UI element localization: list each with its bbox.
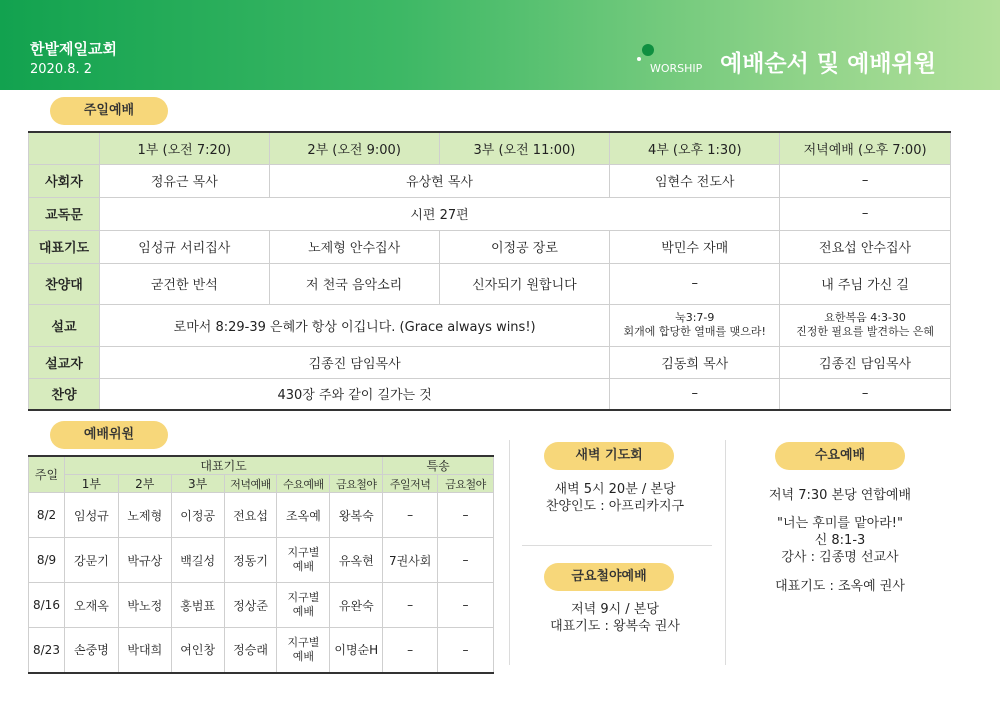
table-cell: 430장 주와 같이 길가는 것 bbox=[99, 378, 609, 410]
table-cell: 지구별 예배 bbox=[277, 583, 330, 628]
special-song-header: 특송 bbox=[383, 456, 494, 475]
table-cell: 여인창 bbox=[171, 628, 224, 673]
row-header: 설교 bbox=[29, 304, 100, 346]
table-cell: 손중명 bbox=[64, 628, 118, 673]
sub-header: 2부 bbox=[118, 475, 171, 493]
church-name: 한밭제일교회 bbox=[30, 40, 117, 58]
table-cell: – bbox=[438, 538, 494, 583]
friday-vigil-prayer: 대표기도 : 왕복숙 권사 bbox=[550, 619, 680, 634]
table-cell: 김종진 담임목사 bbox=[780, 346, 951, 378]
date-cell: 8/2 bbox=[29, 493, 65, 538]
sermon-title: 회개에 합당한 열매를 맺으라! bbox=[623, 325, 766, 338]
dawn-prayer-time: 새벽 5시 20분 / 본당 bbox=[554, 482, 676, 497]
committee-pill: 예배위원 bbox=[50, 421, 168, 449]
table-cell: 유완숙 bbox=[330, 583, 383, 628]
sunday-schedule-table bbox=[28, 131, 951, 411]
sub-header: 금요철야 bbox=[330, 475, 383, 493]
section-divider bbox=[509, 440, 510, 665]
table-cell: 이정공 bbox=[171, 493, 224, 538]
table-cell: 조옥예 bbox=[277, 493, 330, 538]
friday-vigil-pill: 금요철야예배 bbox=[544, 563, 674, 591]
sermon-reference: 요한복음 4:3-30 bbox=[824, 311, 906, 324]
sermon-title: 진정한 필요를 발견하는 은혜 bbox=[796, 325, 935, 338]
table-cell: 이명순H bbox=[330, 628, 383, 673]
row-header: 찬양 bbox=[29, 378, 100, 410]
table-cell: 내 주님 가신 길 bbox=[780, 263, 951, 304]
table-cell: 굳건한 반석 bbox=[99, 263, 269, 304]
row-header: 대표기도 bbox=[29, 230, 100, 263]
table-cell: – bbox=[780, 197, 951, 230]
table-cell: 오재옥 bbox=[64, 583, 118, 628]
table-cell: 정승래 bbox=[224, 628, 277, 673]
table-cell: – bbox=[438, 493, 494, 538]
column-header: 3부 (오전 11:00) bbox=[439, 132, 610, 164]
row-header: 교독문 bbox=[29, 197, 100, 230]
table-cell: 임성규 서리집사 bbox=[99, 230, 269, 263]
table-cell: – bbox=[610, 263, 780, 304]
table-cell: – bbox=[780, 164, 951, 197]
wednesday-speaker: 강사 : 김종명 선교사 bbox=[781, 550, 899, 565]
table-cell: 유상현 목사 bbox=[269, 164, 610, 197]
table-cell: 임성규 bbox=[64, 493, 118, 538]
table-cell: 로마서 8:29-39 은혜가 항상 이깁니다. (Grace always wins!) bbox=[99, 304, 609, 346]
table-cell: 박민수 자매 bbox=[610, 230, 780, 263]
table-cell: 시편 27편 bbox=[99, 197, 779, 230]
sermon-cell bbox=[780, 304, 951, 346]
table-cell: 지구별 예배 bbox=[277, 628, 330, 673]
table-cell: 왕복숙 bbox=[330, 493, 383, 538]
table-cell: – bbox=[780, 378, 951, 410]
date-cell: 8/23 bbox=[29, 628, 65, 673]
friday-vigil-time: 저녁 9시 / 본당 bbox=[571, 602, 659, 617]
table-cell: 노제형 bbox=[118, 493, 171, 538]
table-cell: 박규상 bbox=[118, 538, 171, 583]
table-cell: 백길성 bbox=[171, 538, 224, 583]
table-cell: 김동희 목사 bbox=[610, 346, 780, 378]
sub-header: 저녁예배 bbox=[224, 475, 277, 493]
sub-header: 주일저녁 bbox=[383, 475, 438, 493]
week-header: 주일 bbox=[29, 456, 65, 493]
column-header: 4부 (오후 1:30) bbox=[610, 132, 780, 164]
table-cell: 정동기 bbox=[224, 538, 277, 583]
dot-icon bbox=[642, 44, 654, 56]
sub-header: 3부 bbox=[171, 475, 224, 493]
wednesday-worship-pill: 수요예배 bbox=[775, 442, 905, 470]
row-header: 설교자 bbox=[29, 346, 100, 378]
table-cell: – bbox=[438, 583, 494, 628]
table-cell: – bbox=[383, 583, 438, 628]
table-cell: 저 천국 음악소리 bbox=[269, 263, 439, 304]
section-divider bbox=[725, 440, 726, 665]
table-cell: 임현수 전도사 bbox=[610, 164, 780, 197]
sermon-reference: 눅3:7-9 bbox=[675, 311, 715, 324]
sunday-worship-pill: 주일예배 bbox=[50, 97, 168, 125]
table-cell: 신자되기 원합니다 bbox=[439, 263, 610, 304]
page-title: 예배순서 및 예배위원 bbox=[720, 51, 936, 77]
table-cell: 유옥현 bbox=[330, 538, 383, 583]
committee-table bbox=[28, 455, 494, 674]
row-header: 사회자 bbox=[29, 164, 100, 197]
table-cell: 강문기 bbox=[64, 538, 118, 583]
sub-header: 수요예배 bbox=[277, 475, 330, 493]
dawn-prayer-leader: 찬양인도 : 아프리카지구 bbox=[545, 499, 685, 514]
table-corner bbox=[29, 132, 100, 164]
table-cell: – bbox=[438, 628, 494, 673]
table-cell: 박노정 bbox=[118, 583, 171, 628]
table-cell: 7권사회 bbox=[383, 538, 438, 583]
table-cell: 노제형 안수집사 bbox=[269, 230, 439, 263]
wednesday-time: 저녁 7:30 본당 연합예배 bbox=[768, 488, 912, 503]
column-header: 2부 (오전 9:00) bbox=[269, 132, 439, 164]
table-cell: 박대희 bbox=[118, 628, 171, 673]
bulletin-date: 2020.8. 2 bbox=[30, 62, 93, 77]
prayer-header: 대표기도 bbox=[64, 456, 382, 475]
column-header: 저녁예배 (오후 7:00) bbox=[780, 132, 951, 164]
wednesday-sermon-reference: 신 8:1-3 bbox=[814, 533, 866, 548]
table-cell: 김종진 담임목사 bbox=[99, 346, 609, 378]
table-cell: – bbox=[383, 493, 438, 538]
table-cell: 지구별 예배 bbox=[277, 538, 330, 583]
sub-header: 금요철야 bbox=[438, 475, 494, 493]
table-cell: 이정공 장로 bbox=[439, 230, 610, 263]
date-cell: 8/9 bbox=[29, 538, 65, 583]
sermon-cell bbox=[610, 304, 780, 346]
table-cell: 정상준 bbox=[224, 583, 277, 628]
table-cell: 전요섭 안수집사 bbox=[780, 230, 951, 263]
table-cell: 홍범표 bbox=[171, 583, 224, 628]
section-divider bbox=[522, 545, 712, 546]
table-cell: – bbox=[610, 378, 780, 410]
dawn-prayer-pill: 새벽 기도회 bbox=[544, 442, 674, 470]
row-header: 찬양대 bbox=[29, 263, 100, 304]
sub-header: 1부 bbox=[64, 475, 118, 493]
wednesday-prayer: 대표기도 : 조옥예 권사 bbox=[775, 579, 905, 594]
dot-small-icon bbox=[637, 57, 641, 61]
worship-tag: WORSHIP bbox=[650, 62, 703, 75]
column-header: 1부 (오전 7:20) bbox=[99, 132, 269, 164]
page-header bbox=[0, 0, 1000, 90]
date-cell: 8/16 bbox=[29, 583, 65, 628]
table-cell: – bbox=[383, 628, 438, 673]
table-cell: 정유근 목사 bbox=[99, 164, 269, 197]
wednesday-sermon-title: "너는 후미를 맡아라!" bbox=[777, 516, 903, 531]
table-cell: 전요섭 bbox=[224, 493, 277, 538]
